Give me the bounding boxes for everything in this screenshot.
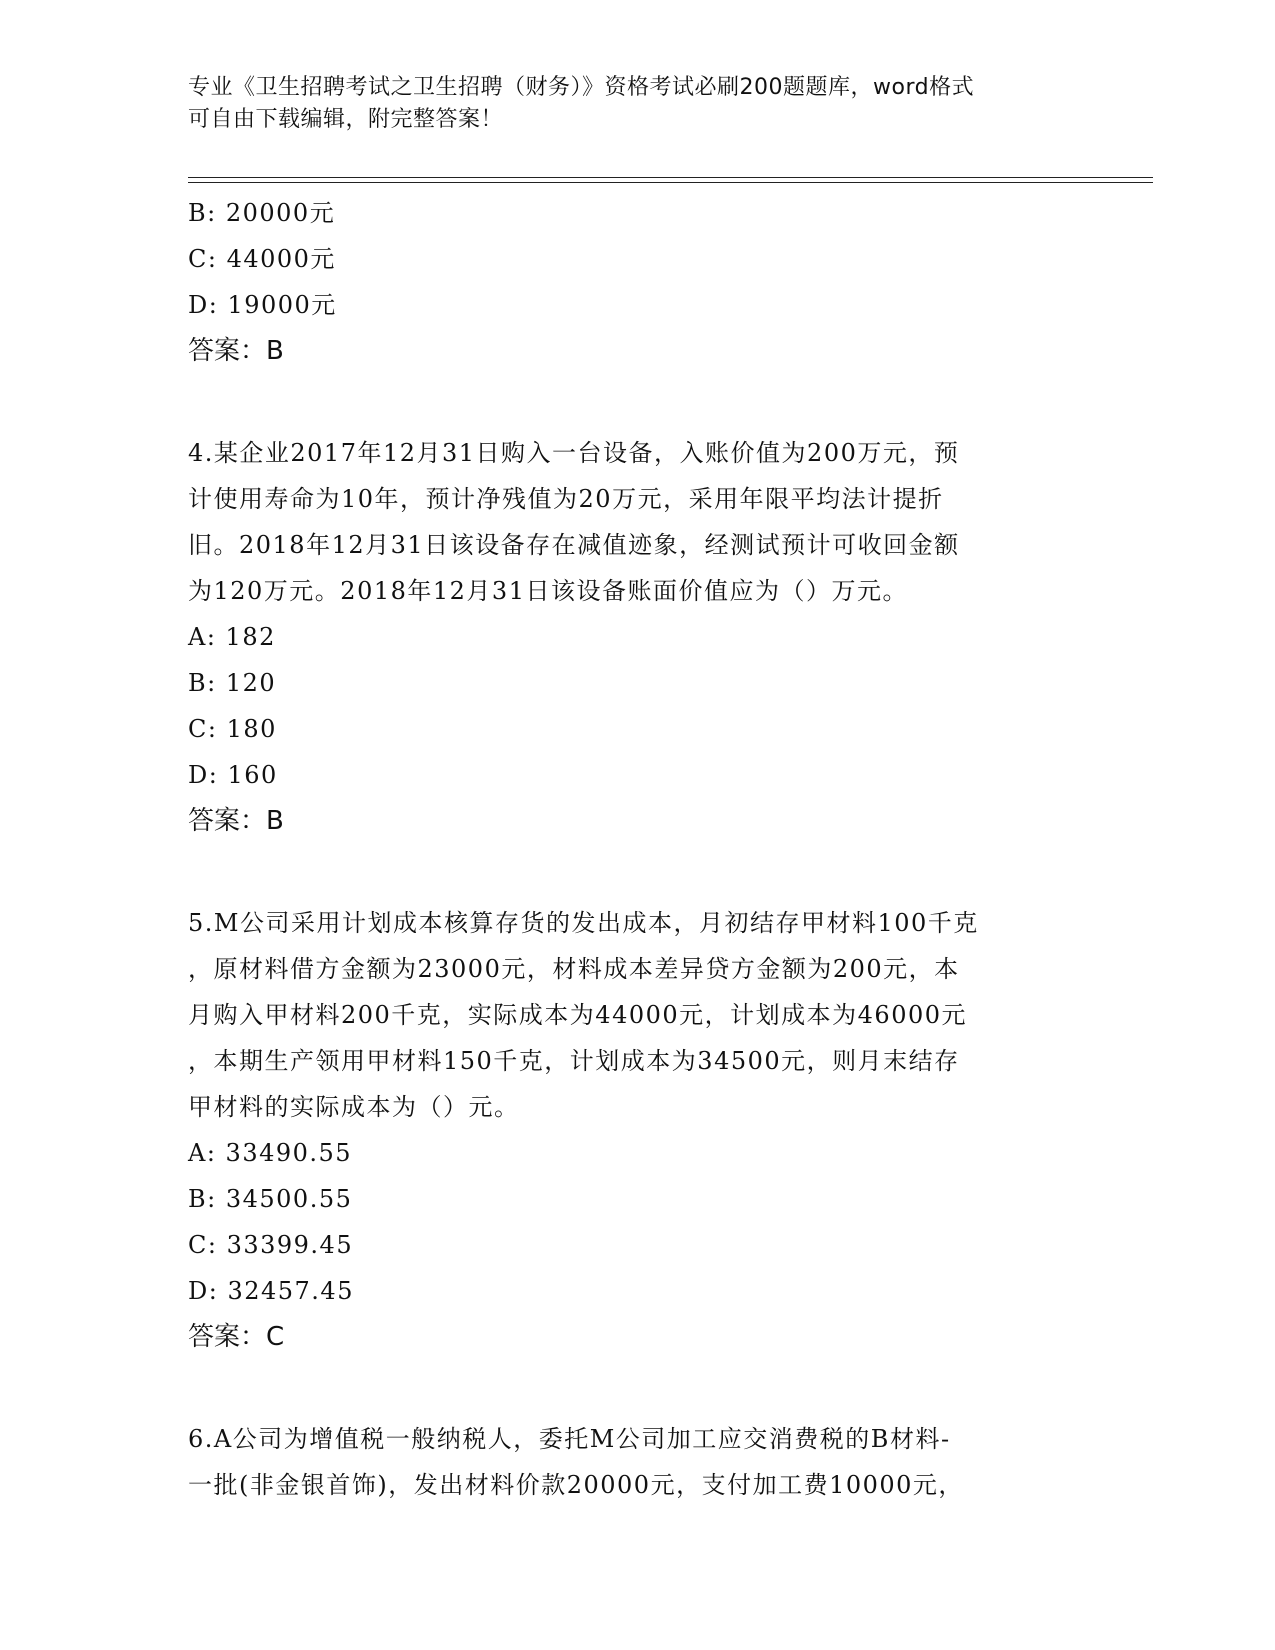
answer-text: 答案：B [188, 806, 284, 836]
question-5 [188, 900, 1088, 1360]
question-6 [188, 1416, 1088, 1508]
option-c: C: 33399.45 [188, 1231, 354, 1259]
question-text-line: 甲材料的实际成本为（）元。 [188, 1093, 520, 1121]
question-text-line: 5.M公司采用计划成本核算存货的发出成本，月初结存甲材料100千克 [188, 909, 979, 937]
question-text-line: 旧。2018年12月31日该设备存在减值迹象，经测试预计可收回金额 [188, 531, 960, 559]
question-3-continued [188, 190, 1088, 374]
option-b: B: 120 [188, 669, 277, 697]
option-c: C: 44000元 [188, 245, 336, 273]
option-d: D: 19000元 [188, 291, 337, 319]
header-title-line-2: 可自由下载编辑，附完整答案！ [188, 107, 504, 132]
header-title-line-1: 专业《卫生招聘考试之卫生招聘（财务）》资格考试必刷200题题库，word格式 [188, 75, 975, 100]
question-text-line: ，原材料借方金额为23000元，材料成本差异贷方金额为200元，本 [188, 955, 960, 983]
option-a: A: 33490.55 [188, 1139, 353, 1167]
option-a: A: 182 [188, 623, 276, 651]
question-text-line: 为120万元。2018年12月31日该设备账面价值应为（）万元。 [188, 577, 908, 605]
header-divider-top [188, 177, 1153, 178]
option-b: B: 20000元 [188, 199, 336, 227]
document-header [188, 72, 1088, 136]
option-b: B: 34500.55 [188, 1185, 353, 1213]
document-body [188, 190, 1088, 1508]
question-text-line: 4.某企业2017年12月31日购入一台设备，入账价值为200万元，预 [188, 439, 960, 467]
question-text-line: 计使用寿命为10年，预计净残值为20万元，采用年限平均法计提折 [188, 485, 944, 513]
option-c: C: 180 [188, 715, 277, 743]
question-text-line: 6.A公司为增值税一般纳税人，委托M公司加工应交消费税的B材料- [188, 1425, 951, 1453]
option-d: D: 160 [188, 761, 278, 789]
option-d: D: 32457.45 [188, 1277, 354, 1305]
question-text-line: 一批(非金银首饰)，发出材料价款20000元，支付加工费10000元， [188, 1471, 964, 1499]
answer-text: 答案：C [188, 1322, 285, 1352]
question-4 [188, 430, 1088, 844]
answer-text: 答案：B [188, 336, 284, 366]
header-divider-bottom [188, 182, 1153, 183]
question-text-line: 月购入甲材料200千克，实际成本为44000元，计划成本为46000元 [188, 1001, 968, 1029]
question-text-line: ，本期生产领用甲材料150千克，计划成本为34500元，则月末结存 [188, 1047, 960, 1075]
